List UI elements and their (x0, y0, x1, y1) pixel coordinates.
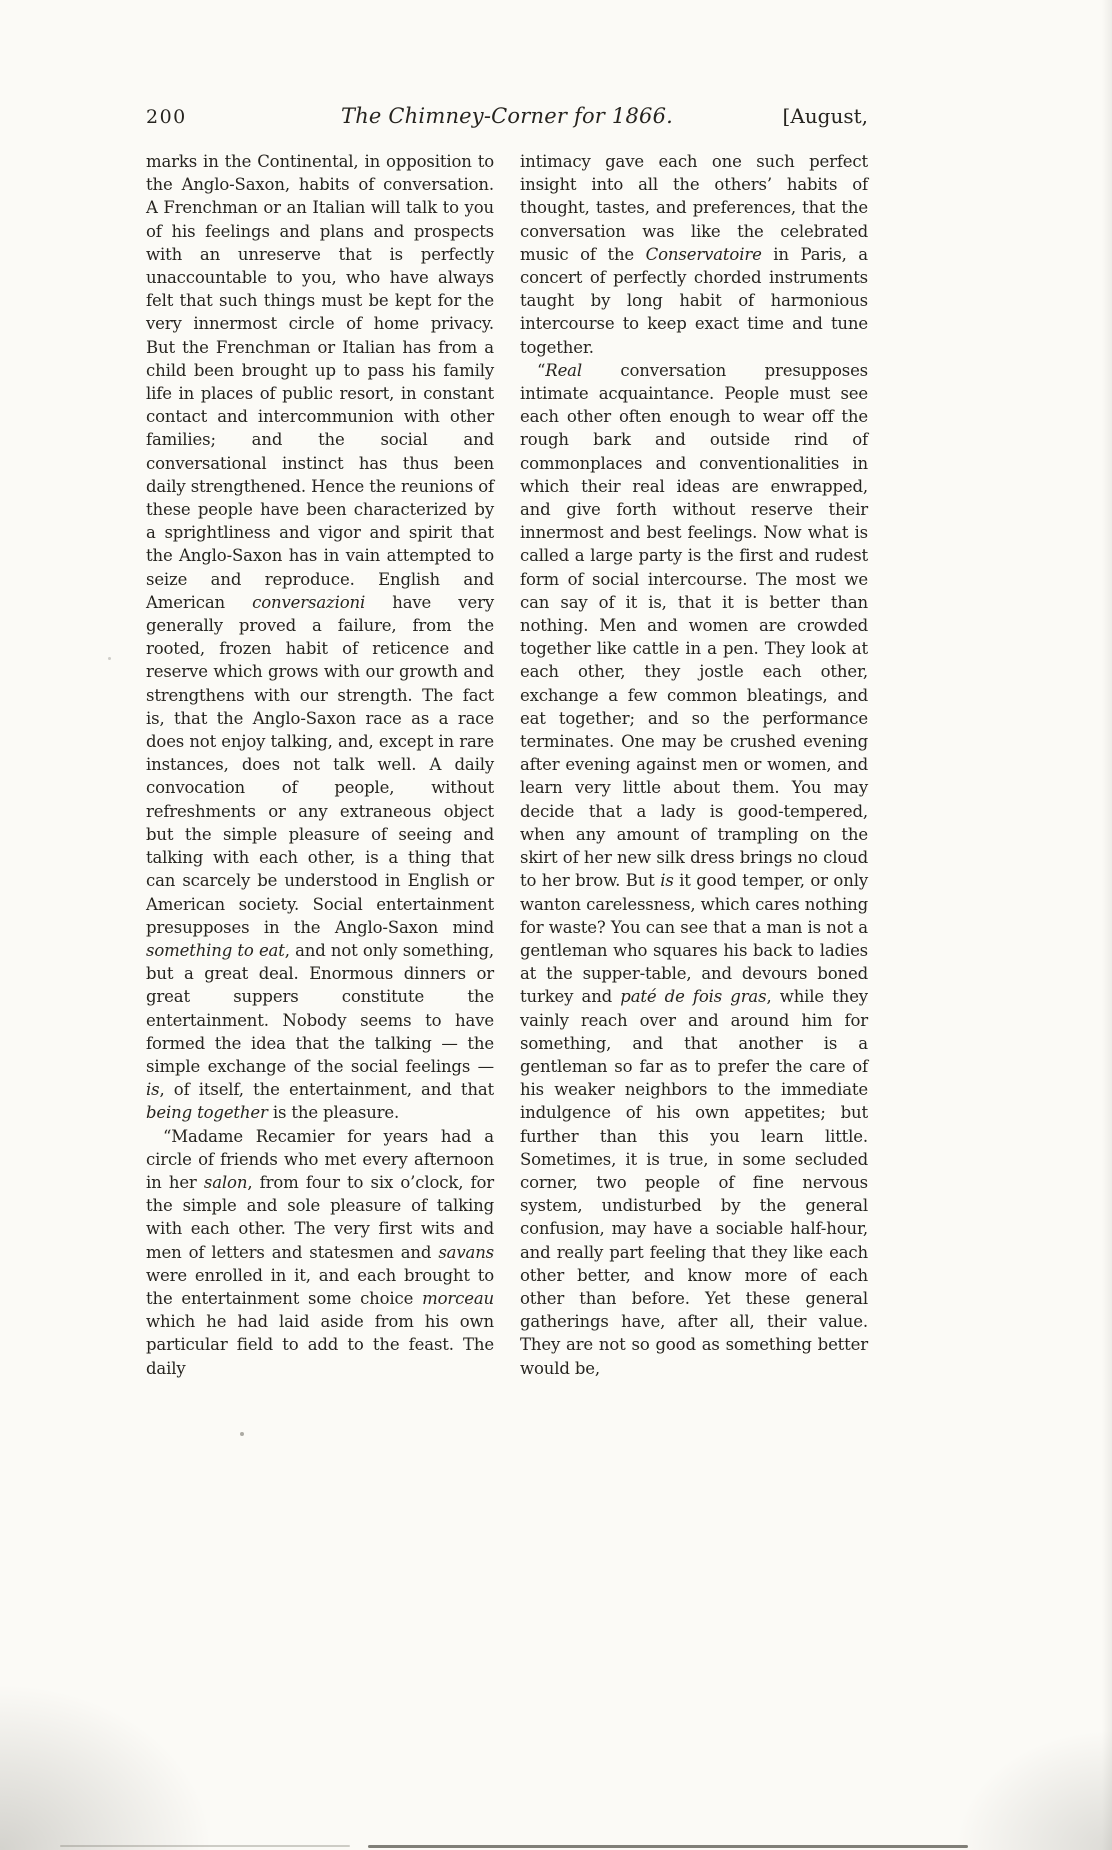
page-number: 200 (146, 106, 187, 128)
italic-text-run: is (146, 1080, 160, 1100)
italic-text-run: something to eat (146, 940, 285, 960)
scan-edge-line-faint (60, 1845, 350, 1847)
paragraph (146, 1125, 494, 1380)
italic-text-run: conversazioni (252, 592, 366, 612)
italic-text-run: morceau (422, 1288, 494, 1308)
text-run: , from four to six o’clock, for the simple and sole pleasure of talking with each other. The very first wits and men of letters and statesmen and (146, 1172, 494, 1262)
text-run: , while they vainly reach over and around him for something, and that another is a gentleman so far as to prefer the care of his weaker neighbors to the immediate indulgence of his own appetites; but further than this you learn little. Sometimes, it is true, in some secluded corner, two people of fine nervous system, undisturbed by the general confusion, may have a sociable half-hour, and really part feeling that they like each other better, and know more of each other than before. Yet these general gatherings have, after all, their value. They are not so good as something better would be, (520, 987, 868, 1378)
text-run: “Madame Recamier for years had a circle of friends who met every afternoon in her (146, 1126, 494, 1192)
paragraph (520, 359, 868, 1380)
italic-text-run: Conservatoire (645, 244, 762, 264)
text-run: were enrolled in it, and each brought to the entertainment some choice (146, 1265, 494, 1308)
text-run: have very generally proved a failure, from the rooted, frozen habit of reticence and reserve which grows with our growth and strengthens with our strength. The fact is, that the Anglo-Saxon race as a race does not enjoy talking, and, except in rare instances, does not talk well. A daily convocation of people, without refreshments or any extraneous object but the simple pleasure of seeing and talking with each other, is a thing that can scarcely be understood in English or American society. Social entertainment presupposes in the Anglo-Saxon mind (146, 592, 495, 937)
text-run: in Paris, a concert of perfectly chorded instruments taught by long habit of harmonious intercourse to keep exact time and tune together. (520, 244, 868, 357)
italic-text-run: is (660, 871, 674, 891)
scan-shadow-right-edge (1102, 0, 1112, 1850)
scan-speckle (108, 657, 111, 660)
italic-text-run: salon (203, 1172, 248, 1192)
page-content (146, 104, 868, 1380)
paragraph (146, 150, 494, 1125)
page-title: The Chimney-Corner for 1866. (340, 104, 674, 128)
italic-text-run: paté de fois gras (620, 987, 767, 1007)
left-column (146, 150, 494, 1380)
text-run: marks in the Continental, in opposition to the Anglo-Saxon, habits of conversation. A Frenchman or an Italian will talk to you of his feelings and plans and prospects with an unreserve that is perfectly unaccountable to you, who have always felt that such things must be kept for the very innermost circle of home privacy. But the Frenchman or Italian has from a child been brought up to pass his family life in places of public resort, in constant contact and intercommunion with other families; and the social and conversational instinct has thus been daily strengthened. Hence the reunions of these people have been characterized by a sprightliness and vigor and spirit that the Anglo-Saxon has in vain attempted to seize and reproduce. English and American (146, 152, 494, 612)
scan-shadow-bottom-right (942, 1720, 1112, 1850)
text-run: “ (537, 360, 546, 380)
text-run: intimacy gave each one such perfect insight into all the others’ habits of thought, tastes, and preferences, that the conversation was like the celebrated music of the (520, 152, 868, 264)
text-run: , and not only something, but a great deal. Enormous dinners or great suppers constitute the entertainment. Nobody seems to have formed the idea that the talking — the simple exchange of the social feelings — (146, 940, 494, 1076)
scan-edge-line (368, 1845, 968, 1848)
issue-date-label: [August, (782, 104, 869, 128)
text-run: , of itself, the entertainment, and that (159, 1080, 494, 1100)
text-run: conversation presupposes intimate acquaintance. People must see each other often enough to wear off the rough bark and outside rind of commonplaces and conventionalities in which their real ideas are enwrapped, and give forth without reserve their innermost and best feelings. Now what is called a large party is the first and rudest form of social intercourse. The most we can say of it is, that it is better than nothing. Men and women are crowded together like cattle in a pen. They look at each other, they jostle each other, exchange a few common bleatings, and eat together; and so the performance terminates. One may be crushed evening after evening against men or women, and learn very little about them. You may decide that a lady is good-tempered, when any amount of trampling on the skirt of her new silk dress brings no cloud to her brow. But (520, 360, 868, 891)
text-columns (146, 150, 868, 1380)
italic-text-run: being together (146, 1103, 268, 1123)
italic-text-run: Real (545, 360, 582, 380)
paragraph (520, 150, 868, 359)
italic-text-run: savans (438, 1242, 494, 1262)
text-run: is the pleasure. (267, 1103, 400, 1123)
scan-shadow-bottom-left (0, 1670, 230, 1850)
right-column (520, 150, 868, 1380)
text-run: it good temper, or only wanton carelessness, which cares nothing for waste? You can see that a man is not a gentleman who squares his back to ladies at the supper-table, and devours boned turkey and (520, 871, 868, 1007)
text-run: which he had laid aside from his own particular field to add to the feast. The daily (146, 1312, 494, 1378)
scan-speckle (240, 1432, 244, 1436)
page-header (146, 104, 868, 128)
